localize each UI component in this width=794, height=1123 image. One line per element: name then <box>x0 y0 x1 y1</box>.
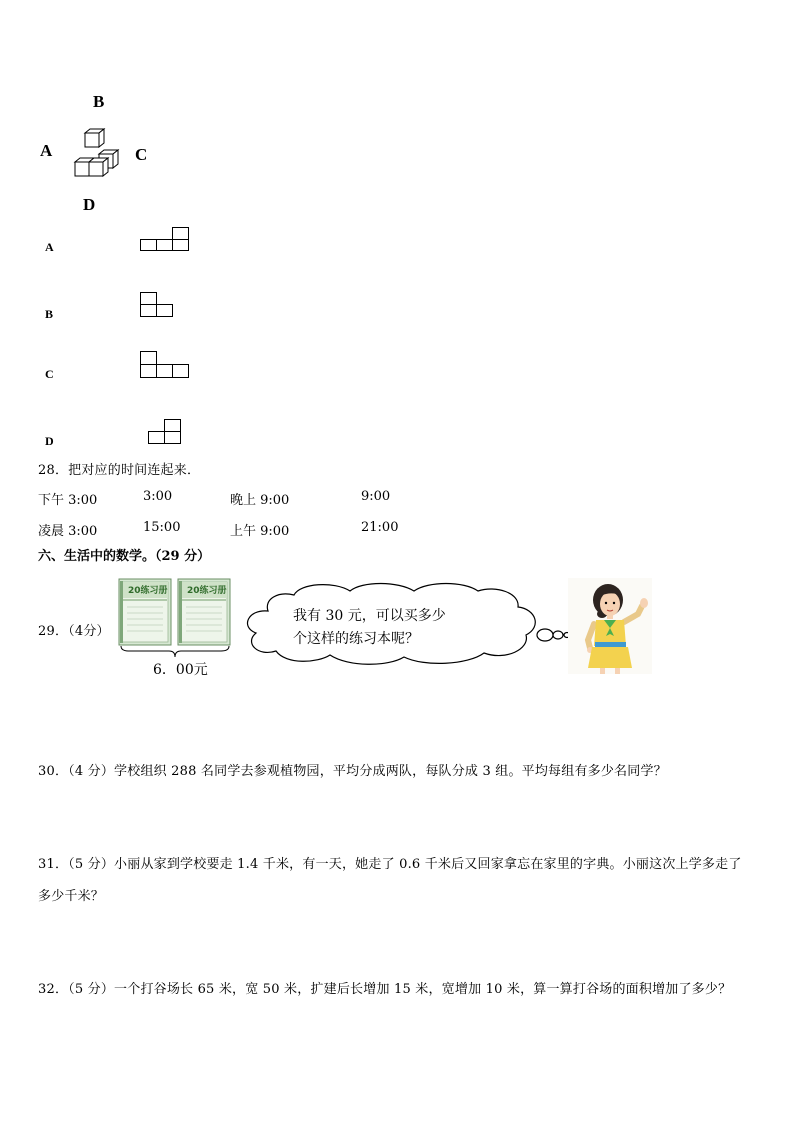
q28-row1-col2: 3:00 <box>143 489 173 504</box>
q28-row2-col2: 15:00 <box>143 520 181 535</box>
q28-prompt: 28．把对应的时间连起来． <box>38 463 201 478</box>
thought-bubble <box>238 583 570 669</box>
exercise-book-2-title: 20练习册 <box>187 586 227 596</box>
view-label-top: B <box>93 92 105 111</box>
option-c-label: C <box>45 367 54 381</box>
q28-row1-col1: 下午 3:00 <box>38 493 98 508</box>
q28-row2-col4: 21:00 <box>361 520 399 535</box>
q28-row2-col3: 上午 9:00 <box>230 524 290 539</box>
q29-price: 6．00元 <box>153 662 208 678</box>
brace <box>119 645 231 659</box>
view-label-bottom: D <box>83 195 96 214</box>
view-label-right: C <box>135 145 148 164</box>
exercise-book-1-title: 20练习册 <box>128 586 168 596</box>
q29-number: 29．（4分） <box>38 624 110 639</box>
speech-line-2: 个这样的练习本呢？ <box>293 631 419 647</box>
speech-line-1: 我有 30 元，可以买多少 <box>293 608 446 624</box>
q32-text: 32．（5 分）一个打谷场长 65 米，宽 50 米，扩建后长增加 15 米，宽增加 10 米，算一算打谷场的面积增加了多少？ <box>38 982 732 997</box>
q28-row1-col3: 晚上 9:00 <box>230 493 290 508</box>
q28-row1-col4: 9:00 <box>361 489 391 504</box>
cube-figure <box>70 126 120 180</box>
option-a-label: A <box>45 240 54 254</box>
q31-line2: 多少千米？ <box>38 889 105 904</box>
option-a-shape <box>140 226 190 252</box>
q28-row2-col1: 凌晨 3:00 <box>38 524 98 539</box>
option-b-shape <box>140 292 174 318</box>
q31-line1: 31．（5 分）小丽从家到学校要走 1.4 千米，有一天，她走了 0.6 千米后又回家拿忘在家里的字典。小丽这次上学多走了 <box>38 857 742 872</box>
view-label-front: A <box>40 141 53 160</box>
option-c-shape <box>140 351 190 379</box>
option-d-shape <box>148 419 182 445</box>
q30-text: 30．（4 分）学校组织 288 名同学去参观植物园，平均分成两队，每队分成 3 组。平均每组有多少名同学？ <box>38 764 667 779</box>
option-d-label: D <box>45 434 54 448</box>
girl-illustration <box>568 578 652 674</box>
option-b-label: B <box>45 307 54 321</box>
section-6-title: 六、生活中的数学。（29 分） <box>38 549 211 564</box>
